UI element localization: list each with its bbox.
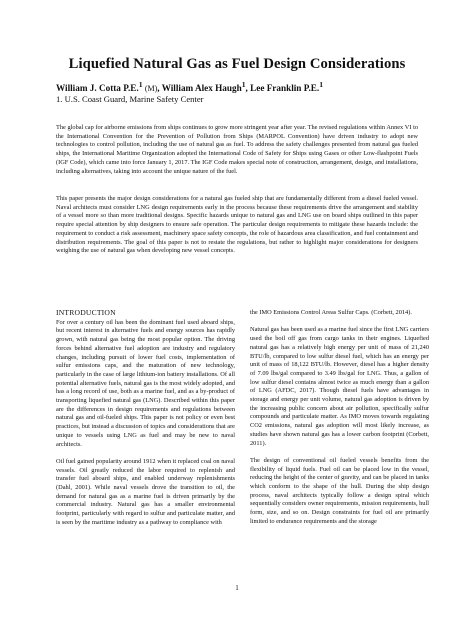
author-affil-mark: 1 bbox=[319, 80, 324, 89]
left-column bbox=[56, 309, 235, 528]
abstract-paragraph-2: This paper presents the major design considerations for a natural gas fueled ship that are fundamentally different from a diesel fueled vessel. Naval architects must consider LNG design requirements early in the process because these requirements drive the arrangement and stability of a vessel more so than more traditional designs. Specific hazards unique to natural gas and LNG use on board ships outlined in this paper require special attention by ship designers to ensure safe operation. The particular design requirements to mitigate these hazards include: the requirement to conduct a risk assessment, machinery space safety concepts, the role of hazardous area classification, and fuel containment and distribution requirements. The goal of this paper is not to restate the regulations, but rather to highlight major considerations for designers weighing the use of natural gas when developing new vessel concepts. bbox=[56, 195, 418, 255]
author-affil-mark: 1 bbox=[241, 80, 246, 89]
paper-title: Liquefied Natural Gas as Fuel Design Considerations bbox=[68, 56, 406, 72]
author-list bbox=[56, 80, 323, 93]
author-affil-mark: 1 bbox=[138, 80, 143, 89]
body-paragraph: The design of conventional oil fueled vessels benefits from the flexibility of liquid fuels. Fuel oil can be placed low in the vessel, reducing the height of the center of gravity, and can be placed in tanks which conform to the shape of the hull. During the ship design process, naval architects typically follow a design spiral which sequentially considers owner requirements, mission requirements, hull form, size, and so on. Design constraints for fuel oil are primarily limited to endurance requirements and the storage bbox=[250, 456, 429, 525]
body-paragraph: Oil fuel gained popularity around 1912 when it replaced coal on naval vessels. Oil greatly reduced the labor required to replenish and transfer fuel aboard ships, and enabled underway replenishments (Dahl, 2001). While naval vessels drove the transition to oil, the demand for natural gas as a marine fuel is driven primarily by the commercial industry. Natural gas has a smaller environmental footprint, particularly with regard to sulfur and particulate matter, and is seen by the maritime industry as a pathway to compliance with bbox=[56, 457, 235, 526]
abstract-paragraph-1: The global cap for airborne emissions from ships continues to grow more stringent year after year. The revised regulations within Annex VI to the International Convention for the Prevention of Pollution from Ships (MARPOL Convention) have driven industry to adopt new technologies to control pollution, including the use of natural gas as fuel. To address the safety challenges presented from natural gas fueled ships, the International Maritime Organization adopted the International Code of Safety for Ships using Gases or other Low-flashpoint Fuels (IGF Code), which came into force January 1, 2017. The IGF Code makes special note of construction, arrangement, design, and installations, including alternatives, taking into account the unique nature of the fuel. bbox=[56, 124, 418, 175]
body-paragraph: Natural gas has been used as a marine fuel since the first LNG carriers used the boil off gas from cargo tanks in their engines. Liquefied natural gas has a relatively high energy per unit of mass of 21,240 BTU/lb, compared to low sulfur diesel fuel, which has an energy per unit of mass of 18,122 BTU/lb. However, diesel has a higher density of 7.09 lbs/gal compared to 3.49 lbs/gal for LNG. Thus, a gallon of low sulfur diesel contains almost twice as much energy than a gallon of LNG (AFDC, 2017). Though diesel fuels have advantages in storage and energy per unit volume, natural gas adoption is driven by the increasing public concern about air pollution, specifically sulfur compounds and particulate matter. As IMO moves towards regulating CO2 emissions, natural gas adoption will most likely increase, as studies have shown natural gas has a lower carbon footprint (Corbett, 2011). bbox=[250, 326, 429, 447]
section-heading-introduction: INTRODUCTION bbox=[56, 308, 116, 317]
right-column bbox=[250, 309, 429, 527]
body-paragraph: For over a century oil has been the dominant fuel used aboard ships, but recent interest in alternative fuels and energy sources has rapidly grown, with natural gas being the most popular option. The driving forces behind alternative fuel adoption are industry and regulatory changes, including pursuit of lower fuel costs, implementation of sulfur emissions caps, and the maturation of new technology, particularly in the case of large lithium-ion battery installations. Of all potential alternative fuels, natural gas is the most widely adopted, and has a long record of use, both as a marine fuel, and as a by-product of transporting liquefied natural gas (LNG). Described within this paper are the differences in design requirements and regulations between natural gas and oil-fueled ships. This paper is not policy or even best practices, but instead a discussion of topics and considerations that are unique to vessels using LNG as fuel and may be new to naval architects. bbox=[56, 318, 235, 448]
body-paragraph: the IMO Emissions Control Areas Sulfur Caps. (Corbett, 2014). bbox=[250, 309, 412, 316]
author-haugh: , William Alex Haugh bbox=[157, 83, 242, 94]
author-cotta: William J. Cotta P.E. bbox=[56, 83, 139, 94]
page-number: 1 bbox=[235, 584, 239, 592]
author-franklin: , Lee Franklin P.E. bbox=[245, 83, 320, 94]
author-mil-tag: (M) bbox=[144, 84, 158, 94]
affiliation: 1. U.S. Coast Guard, Marine Safety Center bbox=[56, 94, 204, 104]
